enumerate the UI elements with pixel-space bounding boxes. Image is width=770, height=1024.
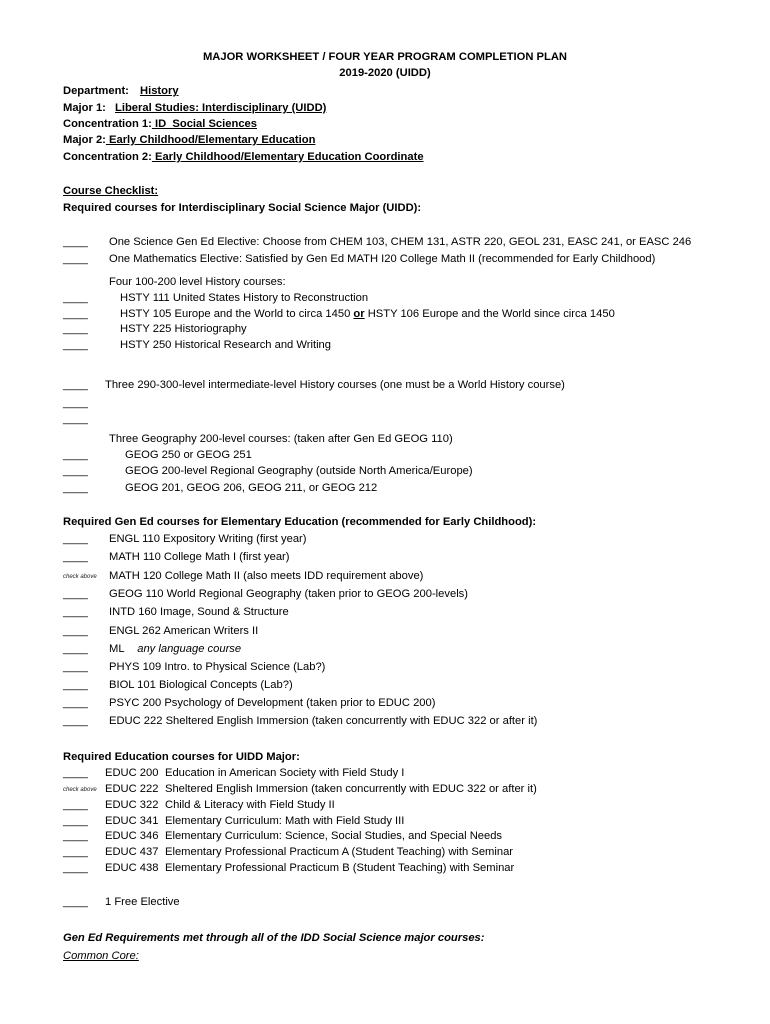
math-elective: One Mathematics Elective: Satisfied by Gen Ed MATH I20 College Math II (recommended for Early Childhood) — [109, 253, 656, 265]
gened-met-heading: Gen Ed Requirements met through all of the IDD Social Science major courses: — [63, 932, 485, 944]
hsty111: HSTY 111 United States History to Reconstruction — [120, 292, 369, 304]
department-line — [63, 84, 179, 98]
concentration1-label: Concentration 1: — [63, 118, 152, 130]
checkbox-blank[interactable]: ____ — [63, 323, 88, 335]
checkbox-blank[interactable]: ____ — [63, 236, 88, 248]
gened-item: ENGL 110 Expository Writing (first year) — [109, 533, 307, 545]
educ-title: Elementary Professional Practicum A (Student Teaching) with Seminar — [165, 846, 514, 858]
educ-code: EDUC 438 — [105, 862, 159, 874]
gened-heading: Required Gen Ed courses for Elementary Education (recommended for Early Childhood): — [63, 516, 537, 528]
checkbox-blank[interactable]: ____ — [63, 606, 88, 618]
checkbox-blank[interactable]: ____ — [63, 482, 88, 494]
geog-250-251: GEOG 250 or GEOG 251 — [125, 449, 252, 461]
check-above-note: check above — [63, 787, 97, 793]
gened-item: ENGL 262 American Writers II — [109, 625, 259, 637]
free-elective: 1 Free Elective — [105, 896, 180, 908]
department-label: Department: — [63, 85, 129, 97]
major1-value: Liberal Studies: Interdisciplinary (UIDD) — [115, 102, 327, 114]
concentration2-label: Concentration 2: — [63, 151, 152, 163]
gened-item: PSYC 200 Psychology of Development (taken prior to EDUC 200) — [109, 697, 436, 709]
checkbox-blank[interactable]: ____ — [63, 533, 88, 545]
checkbox-blank[interactable]: ____ — [63, 308, 88, 320]
worksheet-title: MAJOR WORKSHEET / FOUR YEAR PROGRAM COMPLETION PLAN — [202, 51, 568, 63]
gened-item: EDUC 222 Sheltered English Immersion (taken concurrently with EDUC 322 or after it) — [109, 715, 538, 727]
educ-code: EDUC 341 — [105, 815, 159, 827]
checkbox-blank[interactable]: ____ — [63, 449, 88, 461]
checkbox-blank[interactable]: ____ — [63, 862, 88, 874]
educ-code: EDUC 200 — [105, 767, 159, 779]
checkbox-blank[interactable]: ____ — [63, 846, 88, 858]
major1-line — [63, 101, 326, 115]
department-value: History — [140, 85, 179, 97]
checkbox-blank[interactable]: ____ — [63, 292, 88, 304]
course-checklist-title: Course Checklist: — [63, 185, 159, 197]
checkbox-blank[interactable]: ____ — [63, 697, 88, 709]
ml-label: ML — [109, 643, 128, 655]
checkbox-blank[interactable]: ____ — [63, 815, 88, 827]
checkbox-blank[interactable]: ____ — [63, 551, 88, 563]
educ-code: EDUC 437 — [105, 846, 159, 858]
ml-note: any language course — [137, 643, 242, 655]
concentration1-value: ID_Social Sciences — [151, 118, 257, 130]
checkbox-blank[interactable]: ____ — [63, 465, 88, 477]
checkbox-blank[interactable]: ____ — [63, 379, 88, 391]
science-elective: One Science Gen Ed Elective: Choose from CHEM 103, CHEM 131, ASTR 220, GEOL 231, EASC 241, or EASC 246 — [109, 236, 692, 248]
hsty105-or-106 — [120, 307, 615, 321]
major2-line — [63, 133, 315, 147]
checkbox-blank[interactable]: ____ — [63, 397, 88, 409]
hsty106-text: HSTY 106 Europe and the World since circa 1450 — [364, 308, 615, 320]
educ-title: Education in American Society with Field Study I — [165, 767, 405, 779]
educ-title: Elementary Professional Practicum B (Student Teaching) with Seminar — [165, 862, 515, 874]
geog-regional: GEOG 200-level Regional Geography (outside North America/Europe) — [125, 465, 473, 477]
geog-options: GEOG 201, GEOG 206, GEOG 211, or GEOG 212 — [125, 482, 378, 494]
checkbox-blank[interactable]: ____ — [63, 896, 88, 908]
checkbox-blank[interactable]: ____ — [63, 661, 88, 673]
common-core-label: Common Core: — [63, 950, 139, 962]
checkbox-blank[interactable]: ____ — [63, 643, 88, 655]
checkbox-blank[interactable]: ____ — [63, 588, 88, 600]
concentration2-value: Early Childhood/Elementary Education Coordinate — [151, 151, 424, 163]
check-above-note: check above — [63, 574, 97, 580]
checkbox-blank[interactable]: ____ — [63, 715, 88, 727]
educ-code: EDUC 222 — [105, 783, 159, 795]
major2-value: Early Childhood/Elementary Education — [105, 134, 316, 146]
checkbox-blank[interactable]: ____ — [63, 253, 88, 265]
or-text: or — [353, 308, 365, 320]
gened-item: BIOL 101 Biological Concepts (Lab?) — [109, 679, 293, 691]
gened-item: INTD 160 Image, Sound & Structure — [109, 606, 289, 618]
educ-title: Elementary Curriculum: Math with Field Study III — [165, 815, 405, 827]
concentration1-line — [63, 117, 257, 131]
checkbox-blank[interactable]: ____ — [63, 799, 88, 811]
major2-label: Major 2: — [63, 134, 106, 146]
gened-item: MATH 110 College Math I (first year) — [109, 551, 290, 563]
educ-title: Elementary Curriculum: Science, Social Studies, and Special Needs — [165, 830, 503, 842]
educ-code: EDUC 322 — [105, 799, 159, 811]
educ-code: EDUC 346 — [105, 830, 159, 842]
hsty105-text: HSTY 105 Europe and the World to circa 1450 — [120, 308, 354, 320]
concentration2-line — [63, 150, 424, 164]
gened-item: GEOG 110 World Regional Geography (taken prior to GEOG 200-levels) — [109, 588, 468, 600]
uidd-required-heading: Required courses for Interdisciplinary Social Science Major (UIDD): — [63, 202, 422, 214]
history-intro: Four 100-200 level History courses: — [109, 276, 286, 288]
geography-intro: Three Geography 200-level courses: (taken after Gen Ed GEOG 110) — [109, 433, 453, 445]
major1-label: Major 1: — [63, 102, 106, 114]
intermediate-history: Three 290-300-level intermediate-level History courses (one must be a World History course) — [105, 379, 565, 391]
gened-item: PHYS 109 Intro. to Physical Science (Lab?) — [109, 661, 326, 673]
checkbox-blank[interactable]: ____ — [63, 625, 88, 637]
gened-item-ml — [109, 642, 241, 656]
checkbox-blank[interactable]: ____ — [63, 679, 88, 691]
gened-item: MATH 120 College Math II (also meets IDD requirement above) — [109, 570, 424, 582]
hsty225: HSTY 225 Historiography — [120, 323, 247, 335]
worksheet-year: 2019-2020 (UIDD) — [339, 67, 431, 79]
educ-title: Sheltered English Immersion (taken concurrently with EDUC 322 or after it) — [165, 783, 537, 795]
checkbox-blank[interactable]: ____ — [63, 767, 88, 779]
checkbox-blank[interactable]: ____ — [63, 830, 88, 842]
hsty250: HSTY 250 Historical Research and Writing — [120, 339, 331, 351]
educ-heading: Required Education courses for UIDD Major: — [63, 751, 300, 763]
checkbox-blank[interactable]: ____ — [63, 413, 88, 425]
checkbox-blank[interactable]: ____ — [63, 339, 88, 351]
educ-title: Child & Literacy with Field Study II — [165, 799, 335, 811]
